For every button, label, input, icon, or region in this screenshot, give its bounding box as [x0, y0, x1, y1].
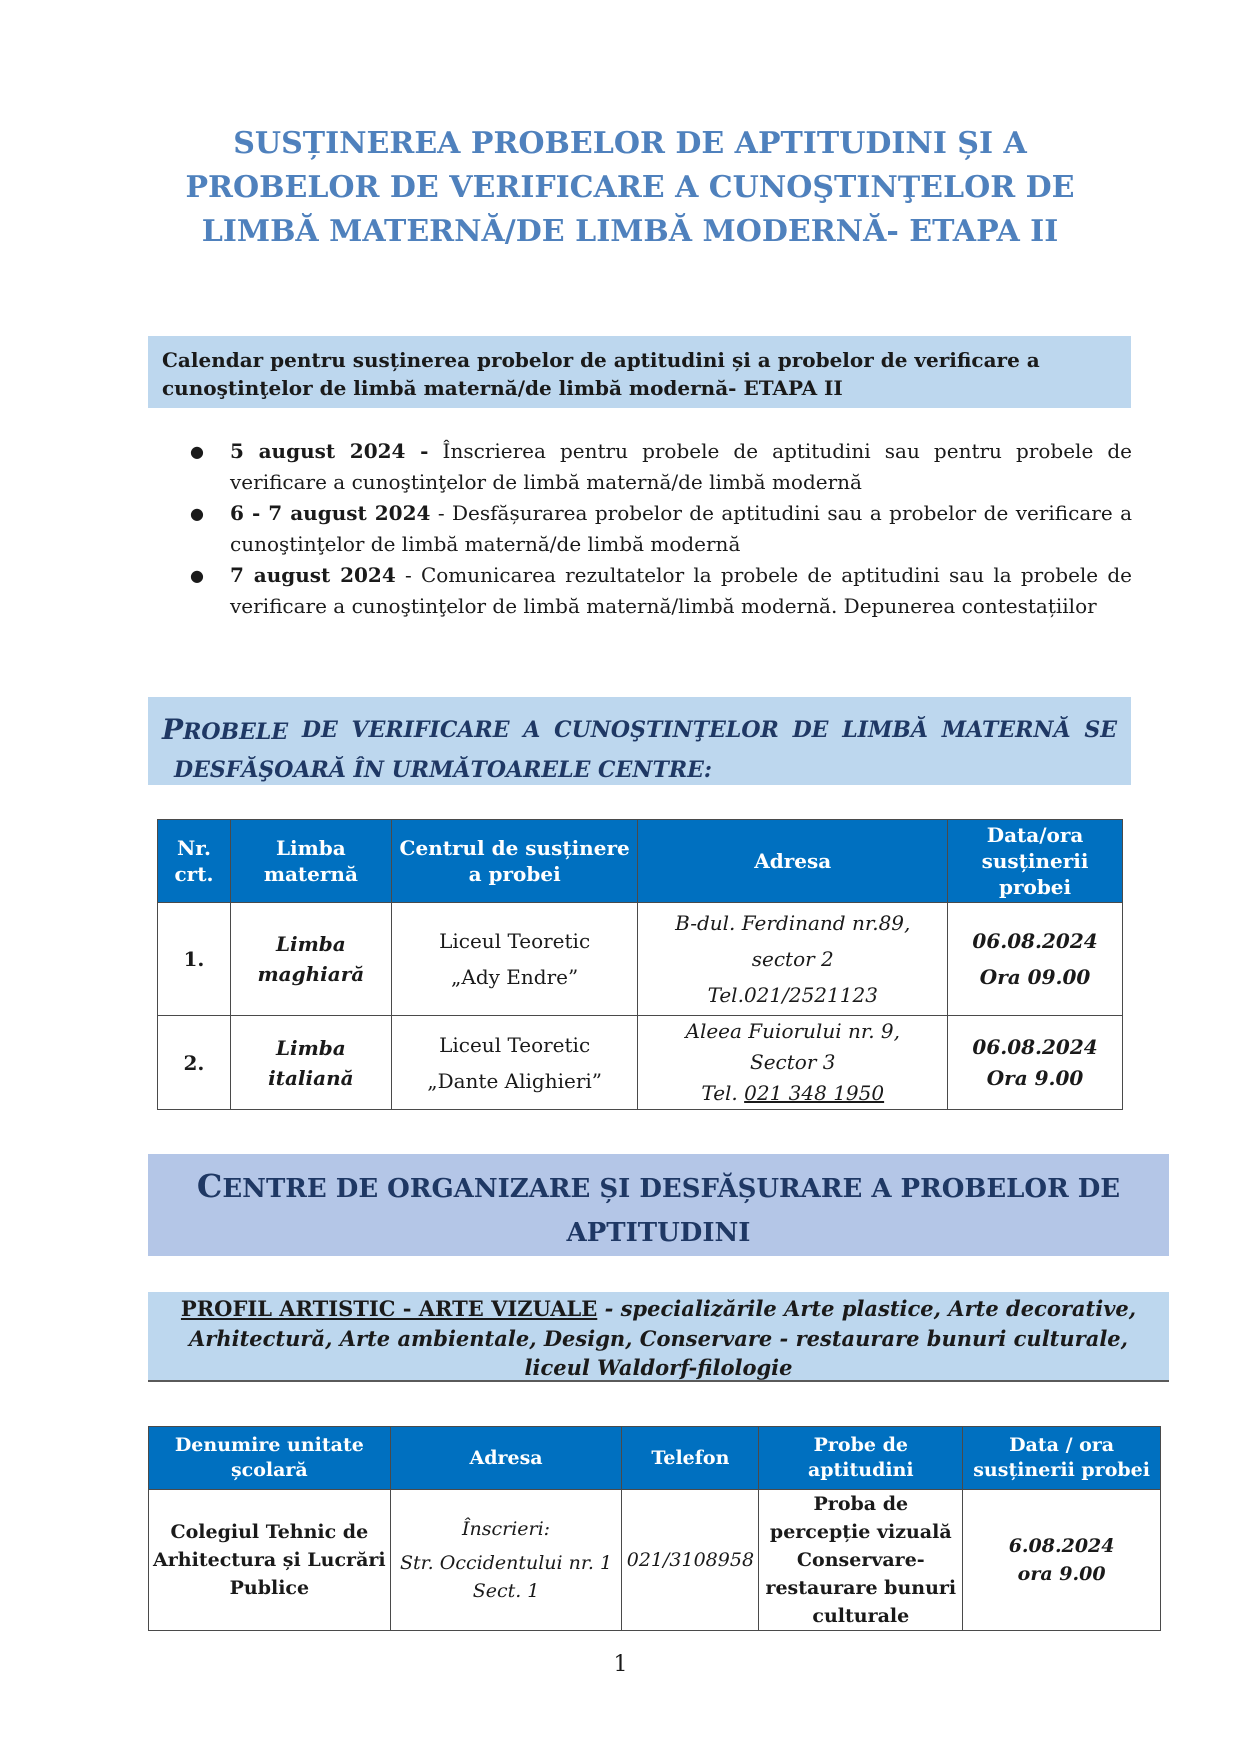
cell-nr: 1. [158, 903, 231, 1016]
data-line: 06.08.2024 [972, 1034, 1098, 1059]
phone-prefix: Tel. [701, 1081, 745, 1105]
header-nr: Nr. crt. [158, 820, 231, 903]
header-adresa: Adresa [390, 1427, 622, 1490]
cell-adresa [638, 903, 948, 1016]
cell-data [948, 903, 1123, 1016]
profile-specializations: - specializările Arte plastice, Arte decorative, [597, 1296, 1137, 1321]
profile-name: PROFIL ARTISTIC - ARTE VIZUALE [180, 1296, 598, 1321]
cell-centru [391, 903, 638, 1016]
aptitude-centres-heading-box [148, 1154, 1169, 1256]
cell-limba: Limba italiană [230, 1016, 391, 1110]
cell-nr: 2. [158, 1016, 231, 1110]
mother-tongue-heading-line-2: DESFĂŞOARĂ ÎN URMĂTOARELE CENTRE: [174, 757, 712, 783]
table-row [158, 903, 1123, 1016]
aptitude-heading-line-1: CENTRE DE ORGANIZARE ȘI DESFĂȘURARE A PROBELOR DE [196, 1167, 1121, 1205]
profile-heading-line-3: liceul Waldorf-filologie [524, 1355, 793, 1380]
bullet-icon: ● [190, 442, 204, 461]
adresa-line: Aleea Fuiorului nr. 9, [685, 1019, 901, 1043]
profile-heading-box [148, 1292, 1169, 1382]
calendar-heading-box [148, 336, 1131, 408]
centru-line: „Dante Alighieri” [427, 1068, 602, 1093]
adresa-line [644, 1078, 941, 1109]
data-line: 6.08.2024 [1008, 1535, 1115, 1557]
heading-word: DE [792, 717, 829, 743]
data-line: ora 9.00 [1017, 1563, 1106, 1585]
list-item [190, 560, 1132, 622]
calendar-date: 5 august 2024 - [230, 439, 429, 463]
header-unitate: Denumire unitate școlară [149, 1427, 391, 1490]
centru-line: „Ady Endre” [451, 965, 579, 989]
calendar-heading-line-1: Calendar pentru susținerea probelor de aptitudini și a probelor de verificare a [162, 348, 1040, 372]
page-title-line-2: PROBELOR DE VERIFICARE A CUNOŞTINŢELOR DE [185, 170, 1075, 205]
phone-link[interactable]: 021 348 1950 [744, 1081, 885, 1105]
data-line: Ora 09.00 [979, 965, 1091, 989]
heading-word: MATERNĂ [941, 717, 1071, 743]
table-row [158, 1016, 1123, 1110]
calendar-text: Înscrierea pentru probele de aptitudini sau pentru probele de verificare a cunoştinţelor de limbă maternă/de limbă modernă [230, 439, 1132, 494]
page-title-line-1: SUSȚINEREA PROBELOR DE APTITUDINI ȘI A [233, 126, 1027, 161]
header-data: Data/ora susținerii probei [948, 820, 1123, 903]
adresa-line: Înscrieri: [461, 1518, 551, 1540]
list-item [190, 436, 1132, 498]
table-row [149, 1490, 1161, 1631]
mother-tongue-heading-box [148, 697, 1131, 785]
heading-word: SE [1084, 717, 1117, 743]
heading-word: PROBELE [162, 713, 289, 746]
list-item [190, 498, 1132, 560]
centru-line: Liceul Teoretic [439, 1032, 591, 1057]
calendar-date: 7 august 2024 [230, 563, 396, 587]
cell-adresa [638, 1016, 948, 1110]
adresa-line: Sector 3 [750, 1050, 836, 1074]
mother-tongue-heading-line-1 [162, 711, 1117, 751]
adresa-line: sector 2 [751, 947, 834, 971]
adresa-line: Sect. 1 [472, 1580, 540, 1602]
adresa-line: Str. Occidentului nr. 1 [400, 1552, 613, 1574]
cell-adresa [390, 1490, 622, 1631]
header-data: Data / ora susținerii probei [963, 1427, 1161, 1490]
cell-data [948, 1016, 1123, 1110]
heading-word: CUNOŞTINŢELOR [554, 717, 779, 743]
cell-telefon: 021/3108958 [622, 1490, 759, 1631]
header-telefon: Telefon [622, 1427, 759, 1490]
cell-probe: Proba de percepție vizuală Conservare-restaurare bunuri culturale [759, 1490, 963, 1631]
bullet-icon: ● [190, 566, 204, 585]
header-centru: Centrul de susținere a probei [391, 820, 638, 903]
data-line: 06.08.2024 [972, 929, 1098, 953]
adresa-line: B-dul. Ferdinand nr.89, [675, 911, 911, 935]
calendar-text: - Desfășurarea probelor de aptitudini sau a probelor de verificare a cunoştinţelor de limbă maternă/de limbă modernă [230, 501, 1132, 556]
cell-limba: Limba maghiară [230, 903, 391, 1016]
aptitude-heading-line-2: APTITUDINI [566, 1218, 751, 1248]
heading-word: LIMBĂ [842, 717, 928, 743]
cell-data [963, 1490, 1161, 1631]
mother-tongue-centres-table [157, 819, 1123, 1110]
page-title-line-3: LIMBĂ MATERNĂ/DE LIMBĂ MODERNĂ- ETAPA II [201, 214, 1059, 249]
bullet-icon: ● [190, 504, 204, 523]
heading-word: VERIFICARE [351, 717, 510, 743]
header-limba: Limba maternă [230, 820, 391, 903]
centru-line: Liceul Teoretic [439, 929, 591, 953]
table-header-row [149, 1427, 1161, 1490]
page-title [130, 122, 1130, 254]
header-adresa: Adresa [638, 820, 948, 903]
heading-word: A [523, 717, 541, 743]
profile-heading-line-1 [148, 1294, 1169, 1324]
profile-heading-line-2: Arhitectură, Arte ambientale, Design, Conservare - restaurare bunuri culturale, [189, 1326, 1128, 1351]
cell-unitate: Colegiul Tehnic de Arhitectura și Lucrări Publice [149, 1490, 391, 1631]
calendar-heading-line-2: cunoştinţelor de limbă maternă/de limbă modernă- ETAPA II [162, 376, 843, 400]
aptitude-centres-table [148, 1426, 1161, 1631]
calendar-list [190, 436, 1132, 622]
header-probe: Probe de aptitudini [759, 1427, 963, 1490]
cell-centru [391, 1016, 638, 1110]
heading-word: DE [301, 717, 338, 743]
calendar-date: 6 - 7 august 2024 [230, 501, 431, 525]
page-number: 1 [613, 1652, 628, 1677]
calendar-text: - Comunicarea rezultatelor la probele de aptitudini sau la probele de verificare a cunoştinţelor de limbă maternă/limbă modernă. Depunerea contestațiilor [230, 563, 1132, 618]
data-line: Ora 9.00 [986, 1065, 1084, 1090]
table-header-row [158, 820, 1123, 903]
adresa-line: Tel.021/2521123 [707, 983, 878, 1007]
